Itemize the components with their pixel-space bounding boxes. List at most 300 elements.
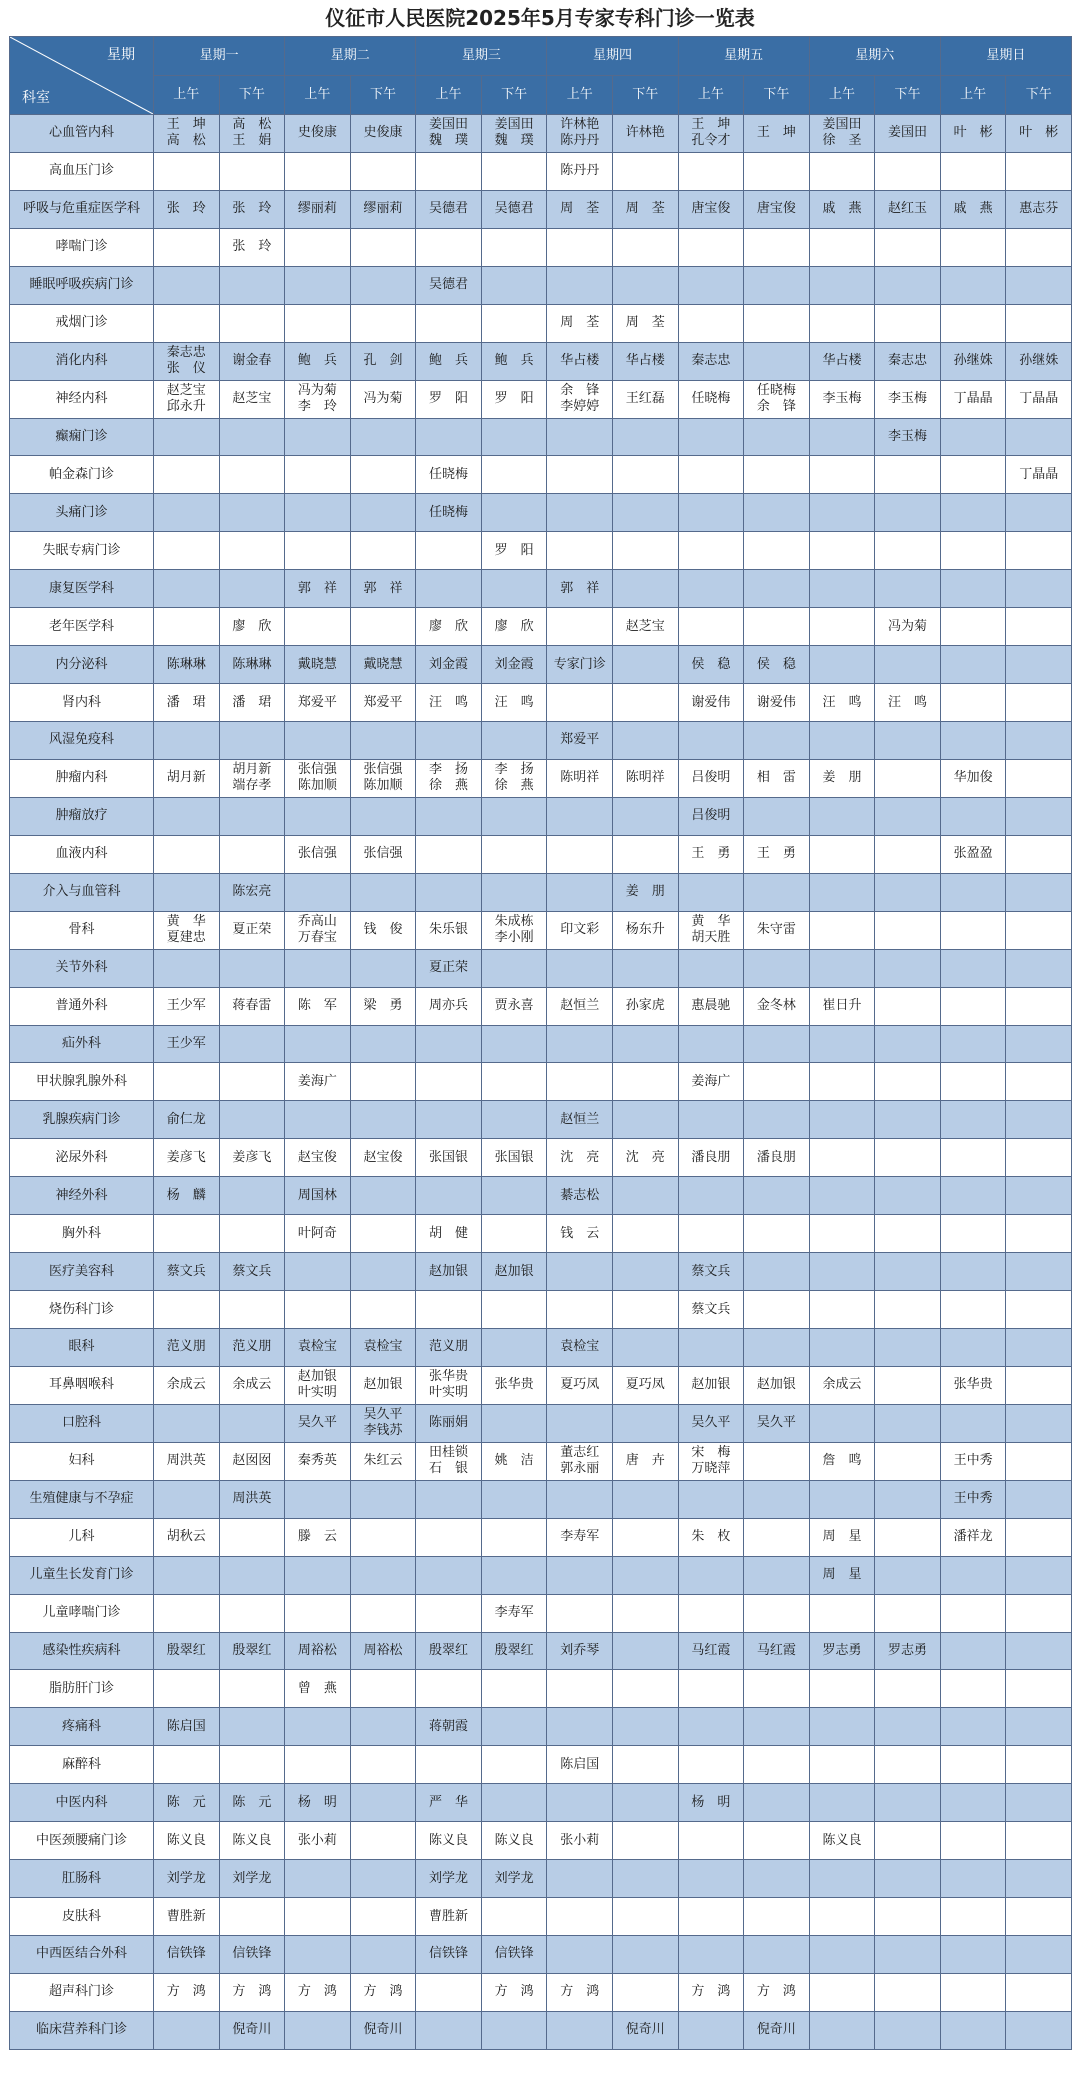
schedule-cell: 吴德君 — [481, 190, 547, 228]
period-header-am: 上午 — [285, 76, 351, 115]
schedule-cell — [875, 532, 941, 570]
schedule-cell — [219, 1063, 285, 1101]
schedule-cell — [809, 1973, 875, 2011]
table-row — [10, 1404, 1072, 1442]
schedule-cell: 周 荃 — [612, 190, 678, 228]
schedule-cell: 刘学龙 — [481, 1860, 547, 1898]
table-row — [10, 1291, 1072, 1329]
schedule-cell — [350, 1784, 416, 1822]
schedule-cell — [875, 1480, 941, 1518]
schedule-cell: 丁晶晶 — [940, 380, 1006, 418]
schedule-cell — [481, 797, 547, 835]
schedule-cell — [875, 835, 941, 873]
table-row — [10, 1708, 1072, 1746]
schedule-cell — [809, 1898, 875, 1936]
schedule-cell — [678, 608, 744, 646]
schedule-cell — [285, 1253, 351, 1291]
schedule-cell — [809, 304, 875, 342]
schedule-cell: 王中秀 — [940, 1480, 1006, 1518]
schedule-cell: 陈启国 — [154, 1708, 220, 1746]
schedule-cell: 倪奇川 — [612, 2011, 678, 2049]
schedule-cell: 张 玲 — [219, 190, 285, 228]
schedule-cell — [875, 759, 941, 797]
schedule-cell — [678, 228, 744, 266]
schedule-cell — [875, 152, 941, 190]
schedule-cell: 王 坤 高 松 — [154, 115, 220, 153]
schedule-cell: 任晓梅 — [678, 380, 744, 418]
schedule-cell — [154, 304, 220, 342]
schedule-cell — [481, 1670, 547, 1708]
schedule-cell: 杨 明 — [285, 1784, 351, 1822]
schedule-cell — [416, 570, 482, 608]
schedule-cell — [744, 1291, 810, 1329]
schedule-cell — [940, 1215, 1006, 1253]
table-row — [10, 266, 1072, 304]
schedule-cell: 王少军 — [154, 1025, 220, 1063]
schedule-cell — [154, 1480, 220, 1518]
schedule-cell — [285, 797, 351, 835]
schedule-cell — [547, 1594, 613, 1632]
schedule-cell — [744, 1708, 810, 1746]
schedule-cell — [612, 1404, 678, 1442]
schedule-cell: 吴德君 — [416, 190, 482, 228]
schedule-cell — [809, 456, 875, 494]
schedule-cell — [612, 1291, 678, 1329]
schedule-cell: 汪 鸣 — [481, 684, 547, 722]
table-row — [10, 797, 1072, 835]
schedule-cell — [350, 1708, 416, 1746]
dept-cell: 泌尿外科 — [10, 1139, 154, 1177]
schedule-cell: 胡秋云 — [154, 1518, 220, 1556]
schedule-cell: 赵宝俊 — [350, 1139, 416, 1177]
period-header-pm: 下午 — [875, 76, 941, 115]
table-row — [10, 684, 1072, 722]
schedule-cell — [612, 1594, 678, 1632]
schedule-cell — [1006, 1366, 1072, 1404]
schedule-cell — [154, 797, 220, 835]
schedule-cell — [481, 949, 547, 987]
schedule-cell — [1006, 494, 1072, 532]
schedule-cell: 唐宝俊 — [678, 190, 744, 228]
schedule-cell — [547, 1291, 613, 1329]
schedule-cell: 沈 亮 — [612, 1139, 678, 1177]
schedule-cell — [809, 646, 875, 684]
schedule-cell — [219, 1291, 285, 1329]
schedule-cell — [875, 911, 941, 949]
schedule-cell — [744, 1329, 810, 1367]
schedule-cell — [940, 1973, 1006, 2011]
schedule-cell — [612, 1973, 678, 2011]
schedule-cell — [940, 228, 1006, 266]
schedule-cell — [744, 1101, 810, 1139]
schedule-cell — [678, 1822, 744, 1860]
schedule-cell: 鲍 兵 — [481, 342, 547, 380]
schedule-cell: 唐 卉 — [612, 1442, 678, 1480]
schedule-cell — [612, 835, 678, 873]
dept-cell: 高血压门诊 — [10, 152, 154, 190]
schedule-cell — [285, 1936, 351, 1974]
schedule-cell — [154, 1594, 220, 1632]
schedule-cell — [1006, 304, 1072, 342]
schedule-cell — [547, 1480, 613, 1518]
schedule-cell: 夏正荣 — [219, 911, 285, 949]
schedule-cell — [744, 1898, 810, 1936]
schedule-cell — [940, 646, 1006, 684]
schedule-cell — [1006, 949, 1072, 987]
schedule-cell — [940, 608, 1006, 646]
schedule-cell — [350, 266, 416, 304]
schedule-cell — [154, 608, 220, 646]
schedule-cell — [678, 1480, 744, 1518]
clinic-schedule-table — [9, 36, 1072, 2050]
schedule-cell — [940, 266, 1006, 304]
schedule-cell — [678, 1898, 744, 1936]
schedule-cell: 陈明祥 — [547, 759, 613, 797]
schedule-cell: 姜国田 魏 璞 — [481, 115, 547, 153]
schedule-cell: 沈 亮 — [547, 1139, 613, 1177]
schedule-cell — [481, 1177, 547, 1215]
day-header-mon: 星期一 — [154, 37, 285, 76]
schedule-cell — [940, 1329, 1006, 1367]
schedule-cell — [678, 494, 744, 532]
schedule-cell: 姜彦飞 — [219, 1139, 285, 1177]
schedule-cell: 梁 勇 — [350, 987, 416, 1025]
schedule-cell — [547, 1253, 613, 1291]
dept-cell: 戒烟门诊 — [10, 304, 154, 342]
schedule-cell: 周 荃 — [547, 190, 613, 228]
schedule-cell — [547, 1936, 613, 1974]
schedule-cell — [1006, 418, 1072, 456]
dept-cell: 中医颈腰痛门诊 — [10, 1822, 154, 1860]
period-header-am: 上午 — [809, 76, 875, 115]
schedule-cell: 杨 明 — [678, 1784, 744, 1822]
schedule-cell: 许林艳 陈丹丹 — [547, 115, 613, 153]
table-row — [10, 759, 1072, 797]
schedule-cell: 汪 鸣 — [416, 684, 482, 722]
dept-cell: 心血管内科 — [10, 115, 154, 153]
schedule-cell: 戴晓慧 — [285, 646, 351, 684]
schedule-cell — [547, 532, 613, 570]
schedule-cell: 方 鸿 — [350, 1973, 416, 2011]
schedule-cell: 赵加银 叶实明 — [285, 1366, 351, 1404]
schedule-cell — [612, 1632, 678, 1670]
schedule-cell: 陈义良 — [481, 1822, 547, 1860]
period-header-pm: 下午 — [612, 76, 678, 115]
schedule-cell — [678, 1177, 744, 1215]
schedule-cell — [481, 1215, 547, 1253]
schedule-cell — [809, 1746, 875, 1784]
schedule-cell — [678, 1860, 744, 1898]
schedule-cell — [940, 1708, 1006, 1746]
schedule-cell — [1006, 1822, 1072, 1860]
day-header-fri: 星期五 — [678, 37, 809, 76]
dept-cell: 皮肤科 — [10, 1898, 154, 1936]
schedule-cell — [809, 266, 875, 304]
schedule-cell — [809, 722, 875, 760]
schedule-cell — [875, 1556, 941, 1594]
schedule-cell — [678, 266, 744, 304]
schedule-cell — [612, 1253, 678, 1291]
schedule-cell — [481, 2011, 547, 2049]
table-row — [10, 1480, 1072, 1518]
schedule-cell — [809, 1139, 875, 1177]
schedule-cell — [219, 1708, 285, 1746]
schedule-cell: 马红霞 — [744, 1632, 810, 1670]
schedule-cell — [350, 1063, 416, 1101]
schedule-cell — [612, 1518, 678, 1556]
schedule-cell: 孔 剑 — [350, 342, 416, 380]
schedule-cell — [809, 2011, 875, 2049]
schedule-cell: 信铁锋 — [219, 1936, 285, 1974]
schedule-cell — [154, 873, 220, 911]
table-row — [10, 115, 1072, 153]
schedule-cell — [1006, 911, 1072, 949]
table-row — [10, 1139, 1072, 1177]
schedule-cell: 陈 元 — [219, 1784, 285, 1822]
schedule-cell: 李寿军 — [547, 1518, 613, 1556]
schedule-cell: 余 锋 李婷婷 — [547, 380, 613, 418]
table-row — [10, 911, 1072, 949]
schedule-cell — [612, 1936, 678, 1974]
schedule-cell: 夏巧凤 — [612, 1366, 678, 1404]
schedule-cell — [285, 266, 351, 304]
schedule-cell — [547, 797, 613, 835]
schedule-cell: 刘金霞 — [416, 646, 482, 684]
schedule-cell — [612, 1784, 678, 1822]
schedule-cell — [612, 722, 678, 760]
schedule-cell — [481, 1404, 547, 1442]
dept-cell: 康复医学科 — [10, 570, 154, 608]
schedule-cell — [875, 1594, 941, 1632]
schedule-cell — [350, 532, 416, 570]
table-row — [10, 1860, 1072, 1898]
schedule-cell — [416, 1101, 482, 1139]
schedule-cell: 史俊康 — [285, 115, 351, 153]
schedule-cell: 鲍 兵 — [416, 342, 482, 380]
schedule-cell — [809, 1253, 875, 1291]
schedule-cell — [744, 1025, 810, 1063]
table-row — [10, 873, 1072, 911]
table-row — [10, 1025, 1072, 1063]
schedule-cell — [547, 1708, 613, 1746]
schedule-cell — [154, 570, 220, 608]
schedule-cell — [416, 1063, 482, 1101]
schedule-cell — [678, 1215, 744, 1253]
schedule-cell — [416, 1177, 482, 1215]
schedule-cell — [612, 797, 678, 835]
schedule-cell — [350, 1025, 416, 1063]
schedule-cell — [1006, 1936, 1072, 1974]
schedule-cell — [940, 1898, 1006, 1936]
schedule-cell — [875, 1177, 941, 1215]
schedule-cell: 曹胜新 — [154, 1898, 220, 1936]
schedule-cell — [940, 949, 1006, 987]
schedule-cell: 叶 彬 — [940, 115, 1006, 153]
schedule-cell — [416, 1025, 482, 1063]
dept-cell: 儿童哮喘门诊 — [10, 1594, 154, 1632]
schedule-cell — [285, 532, 351, 570]
schedule-cell — [219, 570, 285, 608]
schedule-cell: 华占楼 — [547, 342, 613, 380]
schedule-cell — [809, 949, 875, 987]
schedule-cell: 朱守雷 — [744, 911, 810, 949]
schedule-cell: 罗 阳 — [481, 532, 547, 570]
schedule-cell: 罗志勇 — [809, 1632, 875, 1670]
schedule-cell: 罗 阳 — [416, 380, 482, 418]
schedule-cell: 赵恒兰 — [547, 1101, 613, 1139]
schedule-cell — [678, 418, 744, 456]
schedule-cell: 张信强 陈加顺 — [350, 759, 416, 797]
table-row — [10, 570, 1072, 608]
schedule-cell: 陈义良 — [416, 1822, 482, 1860]
schedule-cell — [744, 304, 810, 342]
table-row — [10, 1177, 1072, 1215]
schedule-cell: 赵红玉 — [875, 190, 941, 228]
schedule-cell — [154, 1063, 220, 1101]
schedule-cell — [350, 1215, 416, 1253]
table-row — [10, 722, 1072, 760]
schedule-cell — [940, 1139, 1006, 1177]
schedule-cell: 胡月新 端存孝 — [219, 759, 285, 797]
table-row — [10, 152, 1072, 190]
schedule-cell — [1006, 1025, 1072, 1063]
schedule-cell — [809, 1594, 875, 1632]
schedule-cell — [154, 1746, 220, 1784]
schedule-cell: 王红磊 — [612, 380, 678, 418]
schedule-cell: 冯为菊 — [875, 608, 941, 646]
schedule-cell — [285, 1025, 351, 1063]
schedule-cell: 方 鸿 — [744, 1973, 810, 2011]
schedule-cell — [875, 456, 941, 494]
schedule-cell: 赵加银 — [416, 1253, 482, 1291]
schedule-cell — [744, 266, 810, 304]
schedule-cell: 乔高山 万春宝 — [285, 911, 351, 949]
schedule-cell — [744, 1822, 810, 1860]
schedule-cell — [219, 1025, 285, 1063]
schedule-cell: 赵芝宝 — [219, 380, 285, 418]
table-row — [10, 2011, 1072, 2049]
schedule-cell — [678, 304, 744, 342]
schedule-cell — [940, 304, 1006, 342]
schedule-cell: 赵囡囡 — [219, 1442, 285, 1480]
dept-cell: 肛肠科 — [10, 1860, 154, 1898]
schedule-cell: 李玉梅 — [809, 380, 875, 418]
schedule-cell — [547, 835, 613, 873]
schedule-cell — [940, 532, 1006, 570]
dept-cell: 儿科 — [10, 1518, 154, 1556]
schedule-cell — [350, 608, 416, 646]
schedule-cell: 叶阿奇 — [285, 1215, 351, 1253]
schedule-cell — [809, 835, 875, 873]
schedule-cell — [154, 722, 220, 760]
schedule-cell — [416, 1594, 482, 1632]
period-header-am: 上午 — [154, 76, 220, 115]
schedule-cell — [1006, 1632, 1072, 1670]
schedule-body — [10, 115, 1072, 2050]
schedule-cell — [940, 1177, 1006, 1215]
schedule-cell: 周国林 — [285, 1177, 351, 1215]
schedule-cell — [875, 873, 941, 911]
schedule-cell — [1006, 1063, 1072, 1101]
schedule-cell — [744, 1784, 810, 1822]
schedule-cell — [350, 1594, 416, 1632]
schedule-cell: 周裕松 — [350, 1632, 416, 1670]
schedule-cell: 余成云 — [219, 1366, 285, 1404]
schedule-cell: 王少军 — [154, 987, 220, 1025]
dept-cell: 风湿免疫科 — [10, 722, 154, 760]
schedule-cell — [285, 304, 351, 342]
schedule-cell: 史俊康 — [350, 115, 416, 153]
schedule-cell: 方 鸿 — [481, 1973, 547, 2011]
schedule-cell — [219, 1746, 285, 1784]
schedule-cell — [809, 1670, 875, 1708]
period-header-pm: 下午 — [744, 76, 810, 115]
schedule-cell: 姜 朋 — [809, 759, 875, 797]
schedule-cell: 陈明祥 — [612, 759, 678, 797]
schedule-cell: 姜国田 魏 璞 — [416, 115, 482, 153]
schedule-cell — [809, 1329, 875, 1367]
schedule-cell — [809, 1291, 875, 1329]
schedule-cell: 陈义良 — [219, 1822, 285, 1860]
dept-cell: 耳鼻咽喉科 — [10, 1366, 154, 1404]
schedule-cell — [940, 1025, 1006, 1063]
schedule-cell — [809, 1063, 875, 1101]
schedule-cell — [416, 797, 482, 835]
schedule-cell — [1006, 1594, 1072, 1632]
schedule-cell — [219, 494, 285, 532]
schedule-cell — [875, 1518, 941, 1556]
schedule-cell: 侯 稳 — [744, 646, 810, 684]
schedule-cell — [678, 1936, 744, 1974]
schedule-cell: 惠志芬 — [1006, 190, 1072, 228]
dept-cell: 中医内科 — [10, 1784, 154, 1822]
schedule-cell: 董志红 郭永丽 — [547, 1442, 613, 1480]
period-header-am: 上午 — [416, 76, 482, 115]
schedule-cell — [416, 152, 482, 190]
schedule-cell: 丁晶晶 — [1006, 456, 1072, 494]
schedule-cell: 秦志忠 — [875, 342, 941, 380]
schedule-cell — [875, 228, 941, 266]
schedule-cell — [744, 949, 810, 987]
schedule-cell — [285, 418, 351, 456]
schedule-cell: 杨 麟 — [154, 1177, 220, 1215]
schedule-cell — [875, 304, 941, 342]
period-header-am: 上午 — [547, 76, 613, 115]
schedule-cell — [481, 1025, 547, 1063]
schedule-cell: 姜彦飞 — [154, 1139, 220, 1177]
schedule-cell — [219, 152, 285, 190]
schedule-cell — [678, 1556, 744, 1594]
schedule-cell — [809, 1708, 875, 1746]
schedule-cell: 余成云 — [154, 1366, 220, 1404]
period-header-am: 上午 — [678, 76, 744, 115]
schedule-cell — [285, 1291, 351, 1329]
schedule-cell — [1006, 1973, 1072, 2011]
schedule-cell — [416, 1973, 482, 2011]
period-header-am: 上午 — [940, 76, 1006, 115]
schedule-cell: 罗 阳 — [481, 380, 547, 418]
schedule-cell — [350, 1746, 416, 1784]
schedule-cell — [940, 1101, 1006, 1139]
schedule-cell: 郭 祥 — [285, 570, 351, 608]
schedule-cell — [875, 797, 941, 835]
schedule-cell: 相 雷 — [744, 759, 810, 797]
schedule-cell — [154, 228, 220, 266]
schedule-cell: 潘 珺 — [154, 684, 220, 722]
schedule-cell: 陈启国 — [547, 1746, 613, 1784]
schedule-cell: 姜海广 — [678, 1063, 744, 1101]
dept-cell: 乳腺疾病门诊 — [10, 1101, 154, 1139]
